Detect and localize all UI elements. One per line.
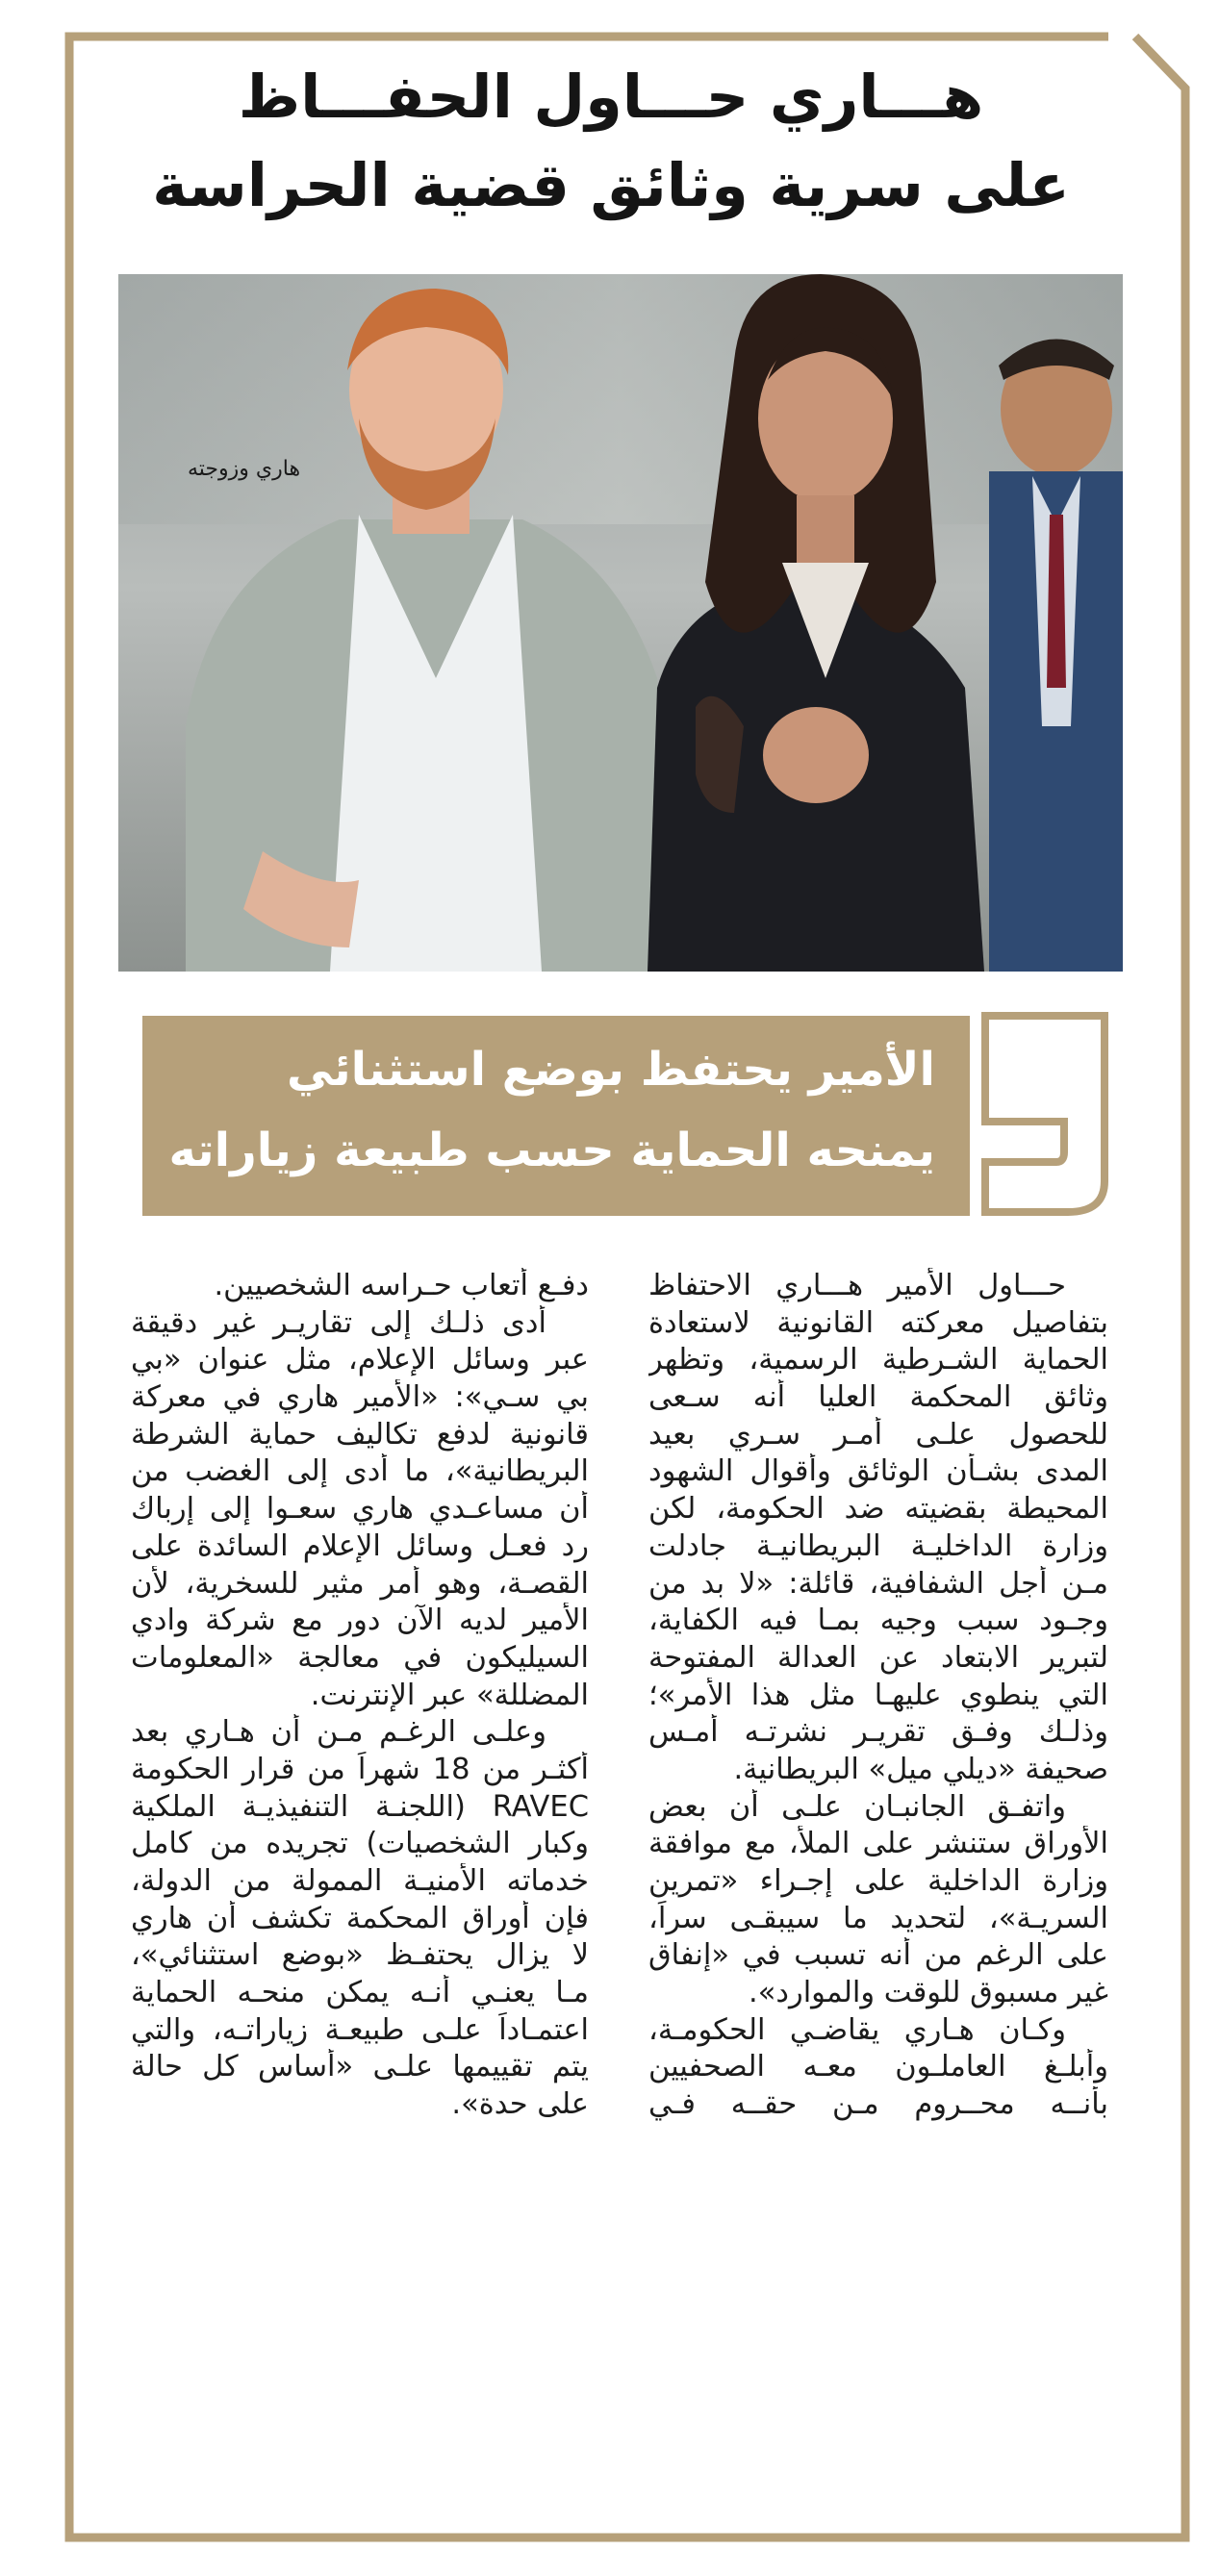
text-line: المحيطة بقضيته ضد الحكومة، لكن: [648, 1492, 1108, 1527]
pull-quote: [142, 1016, 970, 1216]
text-line: دفـع أتعاب حـراسه الشخصيين.: [214, 1269, 589, 1302]
text-line: الأمير لديه الآن دور مع شركة وادي: [131, 1604, 589, 1638]
headline-line-2: على سرية وثائق قضية الحراسة: [152, 150, 1070, 220]
text-line: فإن أوراق المحكمة تكشف أن هاري: [131, 1901, 589, 1935]
text-line: لتبرير الابتعاد عن العدالة المفتوحة: [648, 1640, 1108, 1675]
text-line: يتم تقييمها علـى «أساس كل حالة: [131, 2050, 589, 2084]
text-line: واتفـق الجانبـان علـى أن بعض: [648, 1789, 1066, 1824]
text-line: لا يزال يحتفـظ «بوضع استثنائي»،: [131, 1938, 589, 1973]
article-column-left: [131, 1268, 589, 2124]
text-line: على الرغم من أنه تسبب في «إنفاق: [648, 1938, 1108, 1973]
headline-line-1: هـــاري حـــاول الحفـــاظ: [238, 62, 984, 132]
text-line: السيليكون في معالجة «المعلومات: [131, 1640, 589, 1675]
text-line: عبر وسائل الإعلام، مثل عنوان «بي: [131, 1343, 589, 1377]
text-line: غير مسبوق للوقت والموارد».: [749, 1976, 1108, 2010]
text-line: البريطانية»، ما أدى إلى الغضب من: [131, 1454, 589, 1489]
text-line: بتفاصيل معركته القانونية لاستعادة: [648, 1305, 1108, 1340]
text-line: صحيفة «ديلي ميل» البريطانية.: [733, 1752, 1108, 1786]
text-line: أن مساعـدي هاري سعـوا إلى إرباك: [131, 1492, 589, 1527]
text-line: المدى بشـأن الوثائق وأقوال الشهود: [648, 1454, 1108, 1489]
text-line: بي سـي»: «الأمير هاري في معركة: [131, 1380, 589, 1415]
text-line: وزارة الداخليـة البريطانيـة جادلت: [648, 1528, 1108, 1563]
article-column-right: [648, 1268, 1108, 2124]
text-line: وكـان هـاري يقاضـي الحكومـة،: [648, 2012, 1066, 2047]
article-photo: [118, 274, 1123, 972]
text-line: الأوراق ستنشر على الملأ، مع موافقة: [648, 1827, 1108, 1861]
photo-caption: هاري وزوجته: [188, 457, 301, 481]
text-line: مـن أجل الشفافية، قائلة: «لا بد من: [648, 1566, 1108, 1601]
text-line: القصـة، وهو أمر مثير للسخرية، لأن: [131, 1566, 589, 1601]
text-line: وثائق المحكمة العليا أنه سـعى: [648, 1380, 1108, 1415]
text-line: مـا يعنـي أنـه يمكن منحـه الحماية: [131, 1976, 589, 2010]
headline: [115, 53, 1106, 230]
text-line: وجـود سبب وجيه بمـا فيه الكفاية،: [648, 1604, 1108, 1638]
pull-quote-line-2: يمنحه الحماية حسب طبيعة زياراته: [168, 1124, 935, 1177]
text-line: بأنــه محــروم مـن حقــه فـي: [648, 2087, 1108, 2122]
text-line: أدى ذلـك إلى تقاريـر غير دقيقة: [131, 1305, 546, 1340]
text-line: خدماته الأمنيـة الممولة من الدولة،: [131, 1864, 589, 1898]
text-line: وكبار الشخصيات) تجريده من كامل: [131, 1827, 589, 1861]
text-line: رد فعـل وسائل الإعلام السائدة على: [131, 1528, 589, 1563]
text-line: قانونية لدفع تكاليف حماية الشرطة: [131, 1417, 589, 1452]
text-line: وعلـى الرغـم مـن أن هـاري بعد: [131, 1715, 546, 1750]
text-line: الحماية الشـرطية الرسمية، وتظهر: [648, 1343, 1108, 1377]
text-line: التي ينطوي عليهـا مثل هذا الأمر»؛: [648, 1678, 1108, 1712]
text-line: حـــاول الأمير هـــاري الاحتفاظ: [648, 1269, 1066, 1302]
quote-mark-icon: [972, 1008, 1114, 1222]
text-line: للحصول علـى أمـر سـري بعيد: [648, 1417, 1108, 1452]
text-line: أكثـر من 18 شهراً من قرار الحكومة: [131, 1752, 589, 1786]
photo-illustration: [118, 274, 1123, 972]
text-line: على حدة».: [451, 2087, 589, 2122]
text-line: RAVEC (اللجنـة التنفيذيـة الملكية: [131, 1789, 589, 1824]
pull-quote-line-1: الأمير يحتفظ بوضع استثنائي: [287, 1043, 935, 1097]
text-line: اعتمـاداً علـى طبيعـة زياراتـه، والتي: [131, 2012, 589, 2047]
text-line: وأبلـغ العاملـون معـه الصحفيين: [648, 2050, 1108, 2084]
text-line: وذلـك وفـق تقريـر نشرتـه أمـس: [648, 1715, 1108, 1750]
text-line: المضللة» عبر الإنترنت.: [310, 1678, 589, 1712]
text-line: السريـة»، لتحديد ما سيبقـى سراً،: [648, 1901, 1108, 1935]
text-line: وزارة الداخلية على إجـراء «تمرين: [648, 1864, 1108, 1898]
